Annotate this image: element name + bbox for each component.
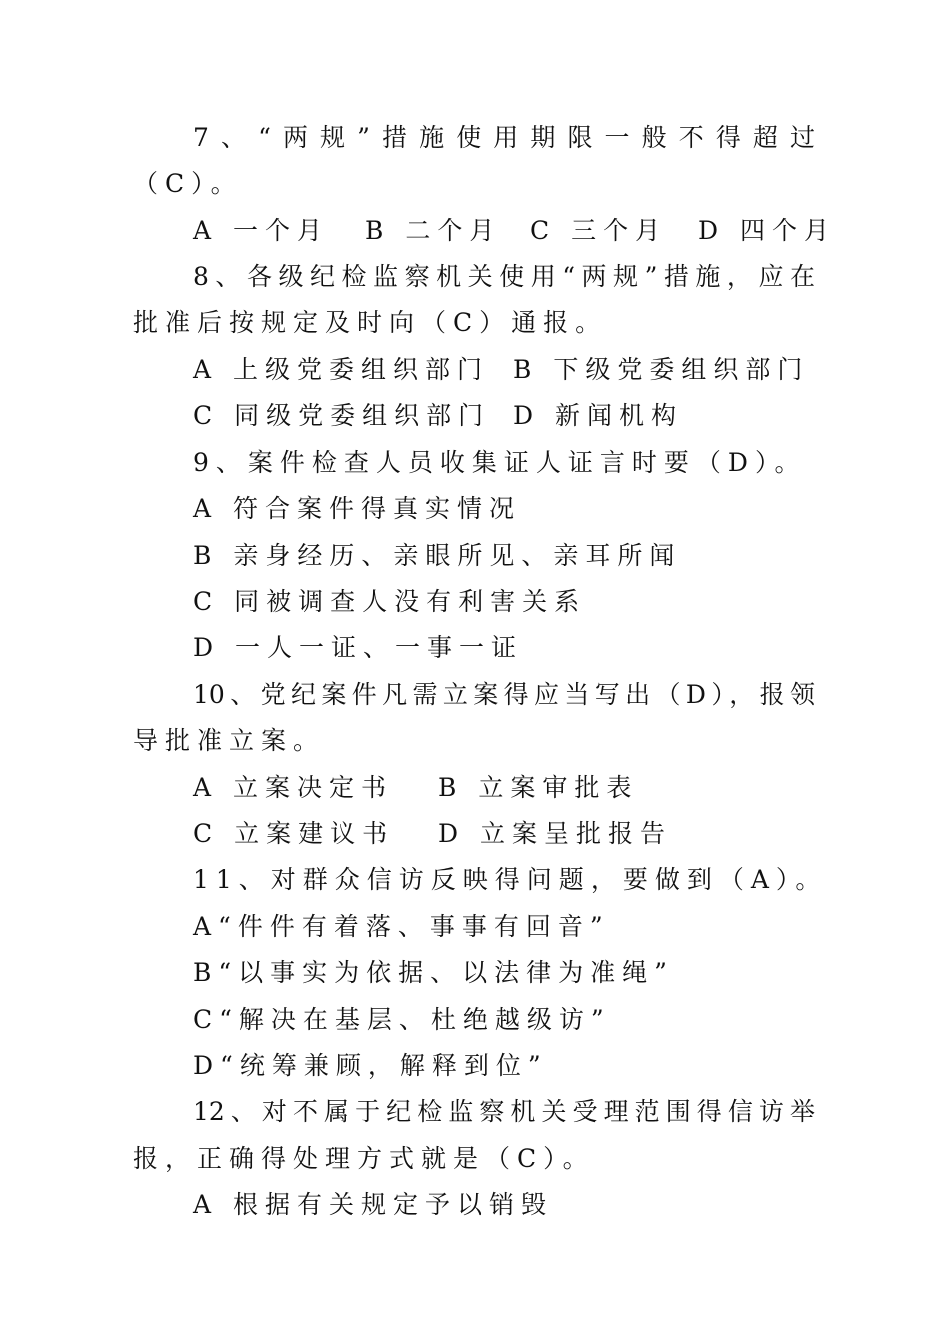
question-9-option-c: C 同被调查人没有利害关系: [193, 587, 587, 616]
question-7-option-a: A 一个月: [193, 216, 330, 245]
question-9-option-b: B 亲身经历、亲眼所见、亲耳所闻: [193, 541, 682, 570]
question-9-option-a: A 符合案件得真实情况: [193, 494, 522, 523]
question-11-option-c: C“解决在基层、杜绝越级访”: [193, 1005, 611, 1034]
question-9-stem-line-1: 9、案件检查人员收集证人证言时要（D）。: [193, 448, 807, 477]
question-11-option-a: A“件件有着落、事事有回音”: [193, 912, 610, 941]
question-10-options-row-1: [193, 765, 815, 811]
question-12-option-a: A 根据有关规定予以销毁: [193, 1190, 554, 1219]
question-10-option-a: A 立案决定书: [193, 773, 394, 802]
question-8-options-row-2: [193, 393, 815, 439]
question-8-options-row-1: [193, 347, 815, 393]
question-7-options: [193, 208, 836, 254]
question-12-stem-line-2: 报，正确得处理方式就是（C）。: [133, 1144, 595, 1173]
question-10-options-row-2: [193, 811, 815, 857]
question-8-stem-line-2: 批准后按规定及时向（C）通报。: [133, 308, 608, 337]
question-8-option-a: A 上级党委组织部门: [193, 355, 490, 384]
question-9-option-d: D 一人一证、一事一证: [193, 633, 523, 662]
question-10-stem-line-1: 10、党纪案件凡需立案得应当写出（D），报领: [193, 680, 815, 709]
question-10-option-d: D 立案呈批报告: [438, 819, 672, 848]
question-10-stem-line-2: 导批准立案。: [133, 726, 326, 755]
question-11-option-b: B“以事实为依据、以法律为准绳”: [193, 958, 674, 987]
question-8-option-c: C 同级党委组织部门: [193, 401, 491, 430]
question-8-option-d: D 新闻机构: [513, 401, 683, 430]
question-11-option-d: D“统筹兼顾，解释到位”: [193, 1051, 548, 1080]
question-7-option-c: C 三个月: [530, 216, 668, 245]
question-7-option-d: D 四个月: [698, 216, 836, 245]
question-7-stem-line-1: 7、“两规”措施使用期限一般不得超过: [193, 123, 815, 152]
question-11-stem-line-1: 11、对群众信访反映得问题，要做到（A）。: [193, 865, 828, 894]
question-12-stem-line-1: 12、对不属于纪检监察机关受理范围得信访举: [193, 1097, 815, 1126]
question-8-option-b: B 下级党委组织部门: [513, 355, 810, 384]
question-10-option-b: B 立案审批表: [438, 773, 639, 802]
question-7-stem-line-2: （C）。: [133, 169, 243, 198]
question-7-option-b: B 二个月: [365, 216, 502, 245]
question-10-option-c: C 立案建议书: [193, 819, 395, 848]
question-8-stem-line-1: 8、各级纪检监察机关使用“两规”措施，应在: [193, 262, 815, 291]
